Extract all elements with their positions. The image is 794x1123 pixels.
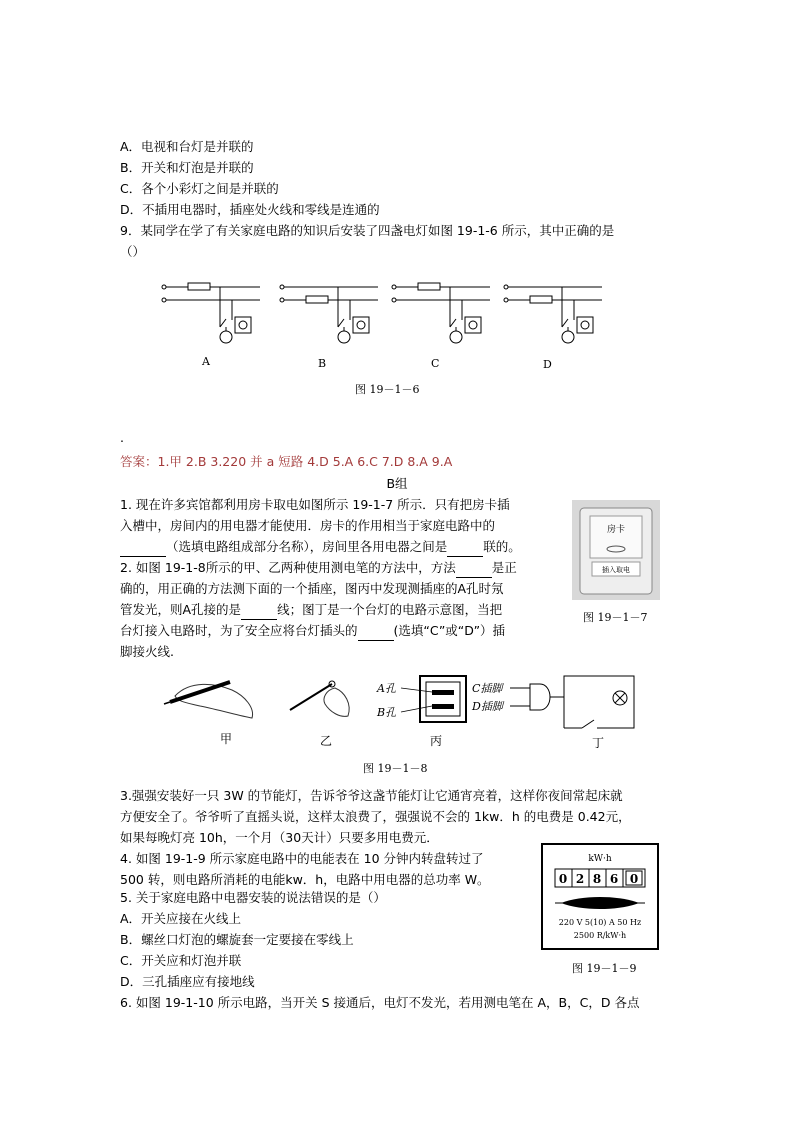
b2-line4-a: 台灯接入电路时，为了安全应将台灯插头的 bbox=[120, 623, 358, 638]
answer-key: 答案：1.甲 2.B 3.220 并 a 短路 4.D 5.A 6.C 7.D 8.A 9.A bbox=[120, 454, 453, 469]
b2-line1-b: 是正 bbox=[491, 560, 517, 575]
q8-option-c: C．各个小彩灯之间是并联的 bbox=[120, 181, 279, 196]
circuit-c bbox=[392, 283, 490, 343]
blank bbox=[358, 626, 394, 641]
q8-option-a: A．电视和台灯是并联的 bbox=[120, 139, 254, 154]
b2-line3-b: 线；图丁是一个台灯的电路示意图，当把 bbox=[277, 602, 503, 617]
b2-line1 bbox=[120, 558, 517, 578]
b2-line5: 脚接火线. bbox=[120, 644, 174, 659]
circuit-d bbox=[504, 285, 602, 343]
b2-line4 bbox=[120, 621, 505, 641]
meter-unit: kW·h bbox=[588, 854, 612, 864]
figure-19-1-7 bbox=[572, 500, 660, 600]
b2-line3 bbox=[120, 600, 502, 620]
pin-d-label: D插脚 bbox=[472, 700, 503, 713]
b1-line3-a: （选填电路组成部分名称），房间里各用电器之间是 bbox=[166, 539, 448, 554]
b5-option-d: D．三孔插座应有接地线 bbox=[120, 974, 255, 989]
b3-line2: 方便安全了。爷爷听了直摇头说，这样太浪费了，强强说不会的 1kw．h 的电费是 0.42元， bbox=[120, 809, 631, 824]
figure-19-1-9-energy-meter bbox=[541, 843, 659, 950]
b5-option-c: C．开关应和灯泡并联 bbox=[120, 953, 242, 968]
b2-caption: 图 19－1－8 bbox=[363, 762, 428, 775]
b3-line1: 3.强强安装好一只 3W 的节能灯，告诉爷爷这盏节能灯让它通宵亮着，这样你夜间常起床就 bbox=[120, 788, 623, 803]
q9-label-c: C bbox=[431, 357, 440, 370]
q9-stem: 9．某同学在学了有关家庭电路的知识后安装了四盏电灯如图 19-1-6 所示，其中正确的是 bbox=[120, 223, 615, 238]
card-label: 房卡 bbox=[606, 525, 626, 535]
q8-option-d: D．不插用电器时，插座处火线和零线是连通的 bbox=[120, 202, 380, 217]
circuit-a bbox=[162, 283, 260, 343]
q8-option-b: B．开关和灯泡是并联的 bbox=[120, 160, 254, 175]
b1-caption: 图 19－1－7 bbox=[583, 611, 648, 624]
q9-label-d: D bbox=[543, 358, 552, 371]
b6-line1: 6. 如图 19-1-10 所示电路，当开关 S 接通后，电灯不发光，若用测电笔在 A，B，C，D 各点 bbox=[120, 995, 640, 1010]
meter-digit: 0 bbox=[629, 872, 639, 886]
b2-label-ding: 丁 bbox=[592, 736, 605, 750]
b2-label-yi: 乙 bbox=[320, 734, 333, 748]
q9-caption: 图 19－1－6 bbox=[355, 383, 420, 396]
circuit-b bbox=[280, 285, 378, 343]
b4-line2: 500 转，则电路所消耗的电能kw．h，电路中用电器的总功率 W。 bbox=[120, 872, 490, 887]
b2-line4-b: (选填“C”或“D”）插 bbox=[393, 623, 506, 638]
b4-line1: 4. 如图 19-1-9 所示家庭电路中的电能表在 10 分钟内转盘转过了 bbox=[120, 851, 484, 866]
b2-label-jia: 甲 bbox=[220, 732, 233, 746]
meter-spec-2: 2500 R/kW·h bbox=[573, 931, 627, 940]
b2-line2: 确的，用正确的方法测下面的一个插座，图丙中发现测插座的A孔时氖 bbox=[120, 581, 504, 596]
b4-caption: 图 19－1－9 bbox=[572, 962, 637, 975]
group-b-heading: B组 bbox=[386, 476, 408, 491]
blank bbox=[447, 542, 483, 557]
q9-stem-paren: （） bbox=[120, 244, 146, 259]
meter-digit: 2 bbox=[575, 872, 585, 886]
meter-digit: 6 bbox=[609, 872, 619, 886]
blank bbox=[241, 605, 277, 620]
b5-option-b: B．螺丝口灯泡的螺旋套一定要接在零线上 bbox=[120, 932, 354, 947]
figure-19-1-8 bbox=[160, 668, 640, 750]
pin-c-label: C插脚 bbox=[472, 682, 503, 695]
figure-19-1-6 bbox=[150, 272, 620, 372]
hole-a-label: A孔 bbox=[377, 682, 396, 695]
tester-method-jia bbox=[164, 682, 253, 718]
blank bbox=[456, 563, 492, 578]
b1-line3 bbox=[120, 537, 521, 557]
b5-option-a: A．开关应接在火线上 bbox=[120, 911, 242, 926]
b5-stem: 5. 关于家庭电路中电器安装的说法错误的是（） bbox=[120, 890, 386, 905]
slot-label: 插入取电 bbox=[602, 566, 630, 574]
b2-label-bing: 丙 bbox=[430, 734, 443, 748]
q9-label-a: A bbox=[202, 355, 210, 368]
tester-method-yi bbox=[290, 681, 349, 716]
b3-line3: 如果每晚灯亮 10h，一个月（30天计）只要多用电费元． bbox=[120, 830, 439, 845]
b2-line1-a: 2. 如图 19-1-8所示的甲、乙两种使用测电笔的方法中，方法 bbox=[120, 560, 456, 575]
meter-digit: 8 bbox=[592, 872, 602, 886]
b1-line2: 入槽中，房间内的用电器才能使用．房卡的作用相当于家庭电路中的 bbox=[120, 518, 496, 533]
meter-digit: 0 bbox=[558, 872, 568, 886]
lamp-circuit-ding bbox=[471, 676, 634, 728]
b1-line3-b: 联的。 bbox=[483, 539, 521, 554]
blank bbox=[120, 542, 166, 557]
b2-line3-a: 管发光，则A孔接的是 bbox=[120, 602, 242, 617]
meter-spec-1: 220 V 5(10) A 50 Hz bbox=[558, 918, 642, 927]
b1-line1: 1. 现在许多宾馆都利用房卡取电如图所示 19-1-7 所示．只有把房卡插 bbox=[120, 497, 510, 512]
hole-b-label: B孔 bbox=[377, 706, 397, 719]
stray-dot: . bbox=[120, 430, 124, 445]
socket-bing bbox=[376, 676, 466, 722]
q9-label-b: B bbox=[318, 357, 327, 370]
